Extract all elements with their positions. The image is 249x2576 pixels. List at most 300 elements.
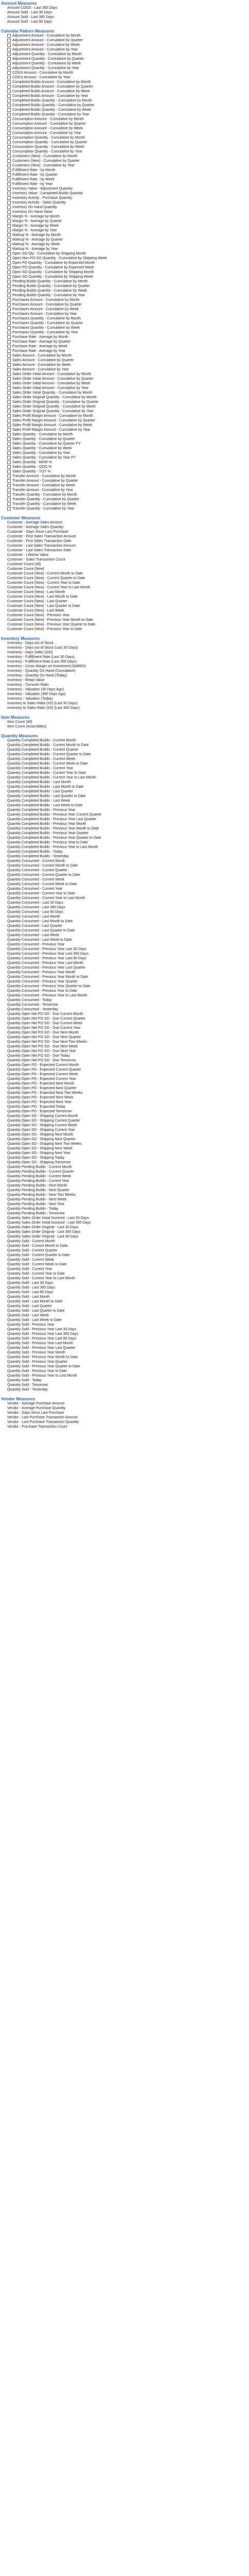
measure-item[interactable] (7, 1387, 249, 1392)
checkbox[interactable] (7, 507, 11, 511)
measure-item[interactable] (7, 678, 249, 683)
measure-item[interactable] (7, 1332, 249, 1336)
measure-item[interactable] (7, 451, 249, 455)
measure-item[interactable] (7, 330, 249, 335)
checkbox[interactable] (7, 145, 11, 149)
measure-item[interactable] (7, 43, 249, 47)
measure-item[interactable] (7, 1355, 249, 1360)
measure-item[interactable] (7, 307, 249, 312)
measure-item[interactable] (7, 377, 249, 381)
measure-item[interactable] (7, 942, 249, 947)
measure-item[interactable] (7, 604, 249, 608)
measure-item[interactable] (7, 1109, 249, 1114)
measure-item[interactable] (7, 66, 249, 71)
measure-item[interactable] (7, 1118, 249, 1123)
checkbox[interactable] (7, 294, 11, 297)
measure-item[interactable] (7, 1253, 249, 1258)
measure-item[interactable] (7, 863, 249, 868)
measure-item[interactable] (7, 1137, 249, 1142)
measure-item[interactable] (7, 154, 249, 159)
measure-item[interactable] (7, 395, 249, 400)
measure-item[interactable] (7, 608, 249, 613)
measure-item[interactable] (7, 664, 249, 669)
measure-item[interactable] (7, 94, 249, 98)
measure-item[interactable] (7, 219, 249, 224)
measure-item[interactable] (7, 1142, 249, 1146)
checkbox[interactable] (7, 354, 11, 358)
measure-item[interactable] (7, 149, 249, 154)
measure-item[interactable] (7, 534, 249, 539)
measure-item[interactable] (7, 669, 249, 673)
measure-item[interactable] (7, 409, 249, 414)
measure-item[interactable] (7, 761, 249, 766)
measure-item[interactable] (7, 372, 249, 377)
measure-item[interactable] (7, 10, 249, 15)
section-title[interactable]: Quantity Measures (1, 734, 38, 738)
measure-item[interactable] (7, 400, 249, 404)
measure-item[interactable] (7, 956, 249, 961)
measure-item[interactable] (7, 1406, 249, 1411)
measure-item[interactable] (7, 488, 249, 493)
measure-item[interactable] (7, 557, 249, 562)
measure-item[interactable] (7, 1160, 249, 1165)
checkbox[interactable] (7, 368, 11, 371)
checkbox[interactable] (7, 470, 11, 473)
measure-item[interactable] (7, 840, 249, 845)
measure-item[interactable] (7, 214, 249, 219)
measure-item[interactable] (7, 808, 249, 812)
checkbox[interactable] (7, 238, 11, 242)
section-title[interactable]: Amount Measures (1, 1, 37, 6)
checkbox[interactable] (7, 377, 11, 381)
measure-item[interactable] (7, 520, 249, 525)
measure-item[interactable] (7, 706, 249, 710)
checkbox[interactable] (7, 345, 11, 348)
measure-item[interactable] (7, 1091, 249, 1095)
measure-item[interactable] (7, 905, 249, 910)
measure-item[interactable] (7, 210, 249, 214)
checkbox[interactable] (7, 53, 11, 56)
checkbox[interactable] (7, 312, 11, 316)
measure-item[interactable] (7, 1086, 249, 1091)
checkbox[interactable] (7, 270, 11, 274)
measure-item[interactable] (7, 191, 249, 196)
measure-item[interactable] (7, 743, 249, 748)
measure-item[interactable] (7, 38, 249, 43)
measure-item[interactable] (7, 224, 249, 228)
checkbox[interactable] (7, 303, 11, 307)
checkbox[interactable] (7, 326, 11, 330)
measure-item[interactable] (7, 771, 249, 775)
checkbox[interactable] (7, 196, 11, 200)
checkbox[interactable] (7, 164, 11, 167)
measure-item[interactable] (7, 993, 249, 998)
measure-item[interactable] (7, 752, 249, 757)
measure-item[interactable] (7, 933, 249, 938)
checkbox[interactable] (7, 43, 11, 47)
measure-item[interactable] (7, 20, 249, 24)
measure-item[interactable] (7, 989, 249, 993)
measure-item[interactable] (7, 724, 249, 729)
measure-item[interactable] (7, 182, 249, 187)
measure-item[interactable] (7, 474, 249, 479)
measure-item[interactable] (7, 391, 249, 395)
measure-item[interactable] (7, 525, 249, 530)
measure-item[interactable] (7, 502, 249, 506)
measure-item[interactable] (7, 84, 249, 89)
checkbox[interactable] (7, 210, 11, 214)
measure-item[interactable] (7, 1095, 249, 1100)
checkbox[interactable] (7, 321, 11, 325)
measure-item[interactable] (7, 1021, 249, 1026)
measure-item[interactable] (7, 251, 249, 256)
measure-item[interactable] (7, 1244, 249, 1248)
checkbox[interactable] (7, 414, 11, 418)
checkbox[interactable] (7, 117, 11, 121)
checkbox[interactable] (7, 71, 11, 75)
measure-item[interactable] (7, 1170, 249, 1174)
measure-item[interactable] (7, 270, 249, 275)
measure-item[interactable] (7, 1295, 249, 1299)
measure-item[interactable] (7, 1049, 249, 1054)
checkbox[interactable] (7, 335, 11, 339)
measure-item[interactable] (7, 256, 249, 261)
section-title[interactable]: Customer Measures (1, 516, 41, 520)
measure-item[interactable] (7, 1146, 249, 1151)
measure-item[interactable] (7, 1369, 249, 1374)
measure-item[interactable] (7, 1054, 249, 1058)
measure-item[interactable] (7, 613, 249, 618)
measure-item[interactable] (7, 1183, 249, 1188)
measure-item[interactable] (7, 163, 249, 168)
measure-item[interactable] (7, 200, 249, 205)
measure-item[interactable] (7, 326, 249, 330)
checkbox[interactable] (7, 396, 11, 399)
measure-item[interactable] (7, 1285, 249, 1290)
measure-item[interactable] (7, 622, 249, 627)
measure-item[interactable] (7, 404, 249, 409)
measure-item[interactable] (7, 423, 249, 428)
checkbox[interactable] (7, 289, 11, 293)
measure-item[interactable] (7, 1221, 249, 1225)
measure-item[interactable] (7, 349, 249, 353)
measure-item[interactable] (7, 71, 249, 75)
measure-item[interactable] (7, 910, 249, 914)
checkbox[interactable] (7, 48, 11, 52)
measure-item[interactable] (7, 1272, 249, 1276)
measure-item[interactable] (7, 279, 249, 284)
checkbox[interactable] (7, 340, 11, 344)
measure-item[interactable] (7, 979, 249, 984)
measure-item[interactable] (7, 919, 249, 924)
measure-item[interactable] (7, 1262, 249, 1267)
checkbox[interactable] (7, 280, 11, 283)
checkbox[interactable] (7, 66, 11, 70)
measure-item[interactable] (7, 159, 249, 163)
measure-item[interactable] (7, 1035, 249, 1040)
measure-item[interactable] (7, 697, 249, 701)
measure-item[interactable] (7, 1216, 249, 1221)
measure-item[interactable] (7, 289, 249, 293)
measure-item[interactable] (7, 1401, 249, 1406)
measure-item[interactable] (7, 196, 249, 200)
measure-item[interactable] (7, 984, 249, 989)
measure-item[interactable] (7, 386, 249, 391)
checkbox[interactable] (7, 94, 11, 98)
checkbox[interactable] (7, 498, 11, 501)
section-title[interactable]: Calendar Pattern Measures (1, 29, 55, 33)
measure-item[interactable] (7, 799, 249, 803)
measure-item[interactable] (7, 1239, 249, 1244)
measure-item[interactable] (7, 928, 249, 933)
measure-item[interactable] (7, 1077, 249, 1081)
measure-item[interactable] (7, 1364, 249, 1369)
measure-item[interactable] (7, 47, 249, 52)
measure-item[interactable] (7, 1225, 249, 1230)
measure-item[interactable] (7, 460, 249, 465)
measure-item[interactable] (7, 497, 249, 502)
measure-item[interactable] (7, 873, 249, 877)
measure-item[interactable] (7, 340, 249, 344)
measure-item[interactable] (7, 571, 249, 576)
measure-item[interactable] (7, 177, 249, 182)
measure-item[interactable] (7, 1323, 249, 1327)
measure-item[interactable] (7, 353, 249, 358)
measure-item[interactable] (7, 1378, 249, 1383)
measure-item[interactable] (7, 618, 249, 622)
measure-item[interactable] (7, 261, 249, 265)
measure-item[interactable] (7, 924, 249, 928)
measure-item[interactable] (7, 1128, 249, 1132)
measure-item[interactable] (7, 57, 249, 61)
checkbox[interactable] (7, 136, 11, 140)
measure-item[interactable] (7, 432, 249, 437)
measure-item[interactable] (7, 1012, 249, 1016)
measure-item[interactable] (7, 187, 249, 191)
measure-item[interactable] (7, 812, 249, 817)
checkbox[interactable] (7, 447, 11, 450)
measure-item[interactable] (7, 720, 249, 724)
measure-item[interactable] (7, 312, 249, 316)
measure-item[interactable] (7, 33, 249, 38)
measure-item[interactable] (7, 738, 249, 743)
measure-item[interactable] (7, 595, 249, 599)
checkbox[interactable] (7, 502, 11, 506)
measure-item[interactable] (7, 1179, 249, 1183)
measure-item[interactable] (7, 896, 249, 901)
measure-item[interactable] (7, 1165, 249, 1170)
checkbox[interactable] (7, 386, 11, 390)
measure-item[interactable] (7, 938, 249, 942)
measure-item[interactable] (7, 1304, 249, 1309)
measure-item[interactable] (7, 952, 249, 956)
measure-item[interactable] (7, 1318, 249, 1323)
measure-item[interactable] (7, 854, 249, 859)
measure-item[interactable] (7, 437, 249, 442)
measure-item[interactable] (7, 506, 249, 511)
measure-item[interactable] (7, 831, 249, 836)
measure-item[interactable] (7, 975, 249, 979)
measure-item[interactable] (7, 89, 249, 94)
checkbox[interactable] (7, 428, 11, 432)
measure-item[interactable] (7, 1420, 249, 1425)
measure-item[interactable] (7, 145, 249, 149)
checkbox[interactable] (7, 122, 11, 126)
checkbox[interactable] (7, 127, 11, 130)
measure-item[interactable] (7, 901, 249, 905)
measure-item[interactable] (7, 970, 249, 975)
measure-item[interactable] (7, 1327, 249, 1332)
measure-item[interactable] (7, 961, 249, 965)
measure-item[interactable] (7, 321, 249, 326)
measure-item[interactable] (7, 780, 249, 785)
checkbox[interactable] (7, 317, 11, 320)
checkbox[interactable] (7, 331, 11, 334)
measure-item[interactable] (7, 1360, 249, 1364)
checkbox[interactable] (7, 261, 11, 265)
measure-item[interactable] (7, 548, 249, 553)
checkbox[interactable] (7, 108, 11, 112)
measure-item[interactable] (7, 845, 249, 850)
measure-item[interactable] (7, 1309, 249, 1313)
measure-item[interactable] (7, 585, 249, 590)
measure-item[interactable] (7, 6, 249, 10)
checkbox[interactable] (7, 141, 11, 144)
measure-item[interactable] (7, 1044, 249, 1049)
checkbox[interactable] (7, 257, 11, 260)
measure-item[interactable] (7, 701, 249, 706)
measure-item[interactable] (7, 1105, 249, 1109)
checkbox[interactable] (7, 90, 11, 93)
checkbox[interactable] (7, 266, 11, 269)
checkbox[interactable] (7, 308, 11, 311)
measure-item[interactable] (7, 882, 249, 887)
measure-item[interactable] (7, 1425, 249, 1429)
measure-item[interactable] (7, 122, 249, 126)
measure-item[interactable] (7, 1313, 249, 1318)
checkbox[interactable] (7, 39, 11, 42)
measure-item[interactable] (7, 1258, 249, 1262)
checkbox[interactable] (7, 76, 11, 79)
measure-item[interactable] (7, 544, 249, 548)
measure-item[interactable] (7, 850, 249, 854)
measure-item[interactable] (7, 775, 249, 780)
measure-item[interactable] (7, 1281, 249, 1285)
measure-item[interactable] (7, 1211, 249, 1216)
checkbox[interactable] (7, 34, 11, 38)
measure-item[interactable] (7, 803, 249, 808)
measure-item[interactable] (7, 1341, 249, 1346)
measure-item[interactable] (7, 1197, 249, 1202)
measure-item[interactable] (7, 1290, 249, 1295)
measure-item[interactable] (7, 891, 249, 896)
measure-item[interactable] (7, 1276, 249, 1281)
checkbox[interactable] (7, 178, 11, 181)
measure-item[interactable] (7, 687, 249, 692)
checkbox[interactable] (7, 131, 11, 135)
checkbox[interactable] (7, 359, 11, 362)
checkbox[interactable] (7, 298, 11, 302)
checkbox[interactable] (7, 206, 11, 209)
measure-item[interactable] (7, 1299, 249, 1304)
measure-item[interactable] (7, 103, 249, 108)
measure-item[interactable] (7, 599, 249, 604)
measure-item[interactable] (7, 358, 249, 363)
checkbox[interactable] (7, 349, 11, 353)
measure-item[interactable] (7, 479, 249, 483)
measure-item[interactable] (7, 52, 249, 57)
checkbox[interactable] (7, 80, 11, 84)
measure-item[interactable] (7, 650, 249, 655)
measure-item[interactable] (7, 284, 249, 289)
measure-item[interactable] (7, 1415, 249, 1420)
measure-item[interactable] (7, 817, 249, 822)
measure-item[interactable] (7, 1350, 249, 1355)
measure-item[interactable] (7, 1030, 249, 1035)
checkbox[interactable] (7, 493, 11, 497)
measure-item[interactable] (7, 965, 249, 970)
measure-item[interactable] (7, 242, 249, 247)
measure-item[interactable] (7, 1234, 249, 1239)
checkbox[interactable] (7, 155, 11, 158)
checkbox[interactable] (7, 488, 11, 492)
measure-item[interactable] (7, 1040, 249, 1044)
measure-item[interactable] (7, 233, 249, 238)
measure-item[interactable] (7, 1374, 249, 1378)
checkbox[interactable] (7, 192, 11, 195)
checkbox[interactable] (7, 243, 11, 246)
checkbox[interactable] (7, 57, 11, 61)
measure-item[interactable] (7, 530, 249, 534)
measure-item[interactable] (7, 1123, 249, 1128)
measure-item[interactable] (7, 1114, 249, 1118)
checkbox[interactable] (7, 284, 11, 288)
checkbox[interactable] (7, 233, 11, 237)
measure-item[interactable] (7, 1151, 249, 1156)
section-title[interactable]: Vendor Measures (1, 1397, 35, 1401)
section-title[interactable]: Item Measures (1, 715, 30, 720)
checkbox[interactable] (7, 433, 11, 436)
measure-item[interactable] (7, 1230, 249, 1234)
measure-item[interactable] (7, 590, 249, 595)
measure-item[interactable] (7, 877, 249, 882)
measure-item[interactable] (7, 1267, 249, 1272)
checkbox[interactable] (7, 423, 11, 427)
checkbox[interactable] (7, 182, 11, 186)
checkbox[interactable] (7, 442, 11, 446)
measure-item[interactable] (7, 947, 249, 952)
measure-item[interactable] (7, 789, 249, 794)
measure-item[interactable] (7, 914, 249, 919)
measure-item[interactable] (7, 316, 249, 321)
measure-item[interactable] (7, 367, 249, 372)
checkbox[interactable] (7, 247, 11, 251)
measure-item[interactable] (7, 692, 249, 697)
measure-item[interactable] (7, 493, 249, 497)
measure-item[interactable] (7, 228, 249, 233)
measure-item[interactable] (7, 1003, 249, 1007)
measure-item[interactable] (7, 1193, 249, 1197)
measure-item[interactable] (7, 205, 249, 210)
checkbox[interactable] (7, 62, 11, 65)
measure-item[interactable] (7, 836, 249, 840)
checkbox[interactable] (7, 405, 11, 409)
measure-item[interactable] (7, 659, 249, 664)
measure-item[interactable] (7, 1346, 249, 1350)
checkbox[interactable] (7, 85, 11, 89)
measure-item[interactable] (7, 344, 249, 349)
checkbox[interactable] (7, 201, 11, 205)
